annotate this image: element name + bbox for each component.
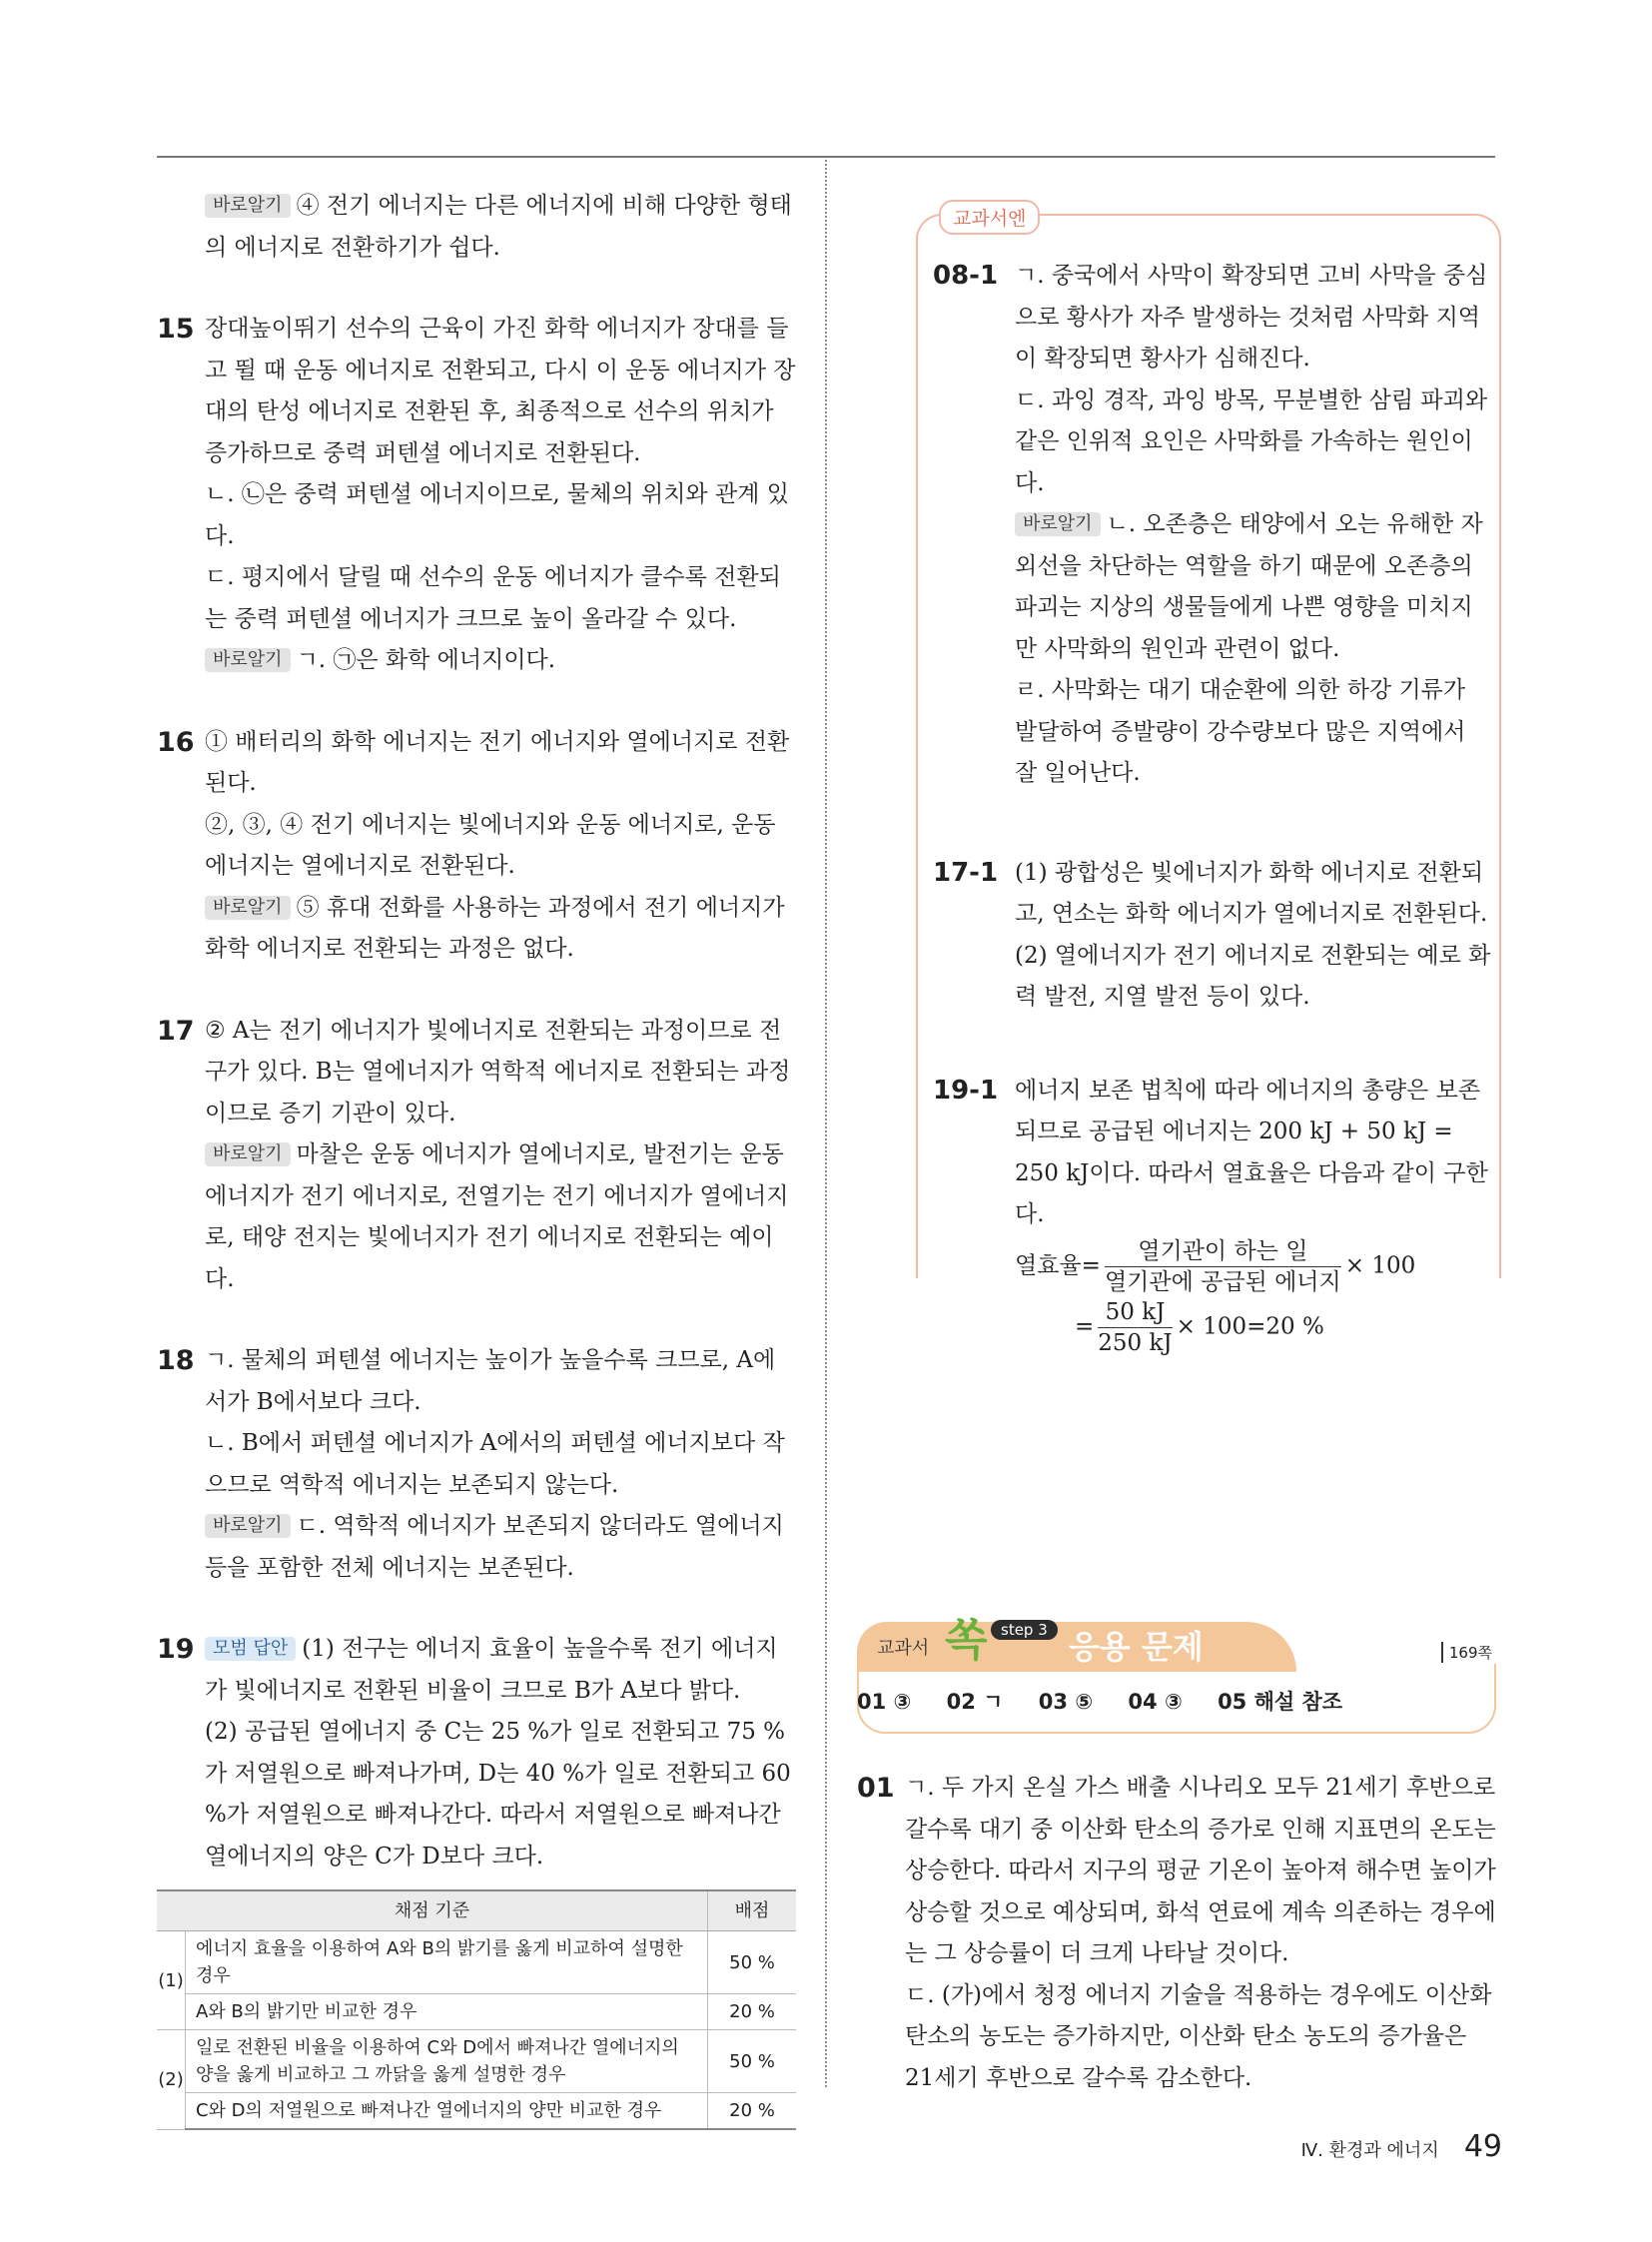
correct-tag: 바로알기 [205,1514,291,1538]
points-header: 배점 [708,1890,797,1931]
correct-tag: 바로알기 [1015,512,1101,536]
question-number: 17-1 [933,857,999,888]
part-cell: (1) [157,1931,186,2030]
correct-tag: 바로알기 [205,1142,291,1166]
criteria-cell: C와 D의 저열원으로 빠져나간 열에너지의 양만 비교한 경우 [186,2093,708,2130]
question-16 [157,722,796,971]
question-number: 19 [157,1634,195,1665]
answer-text: ㄴ. 오존층은 태양에서 오는 유해한 자외선을 차단하는 역할을 하기 때문에 오존층의 파괴는 지상의 생물들에게 나쁜 영향을 미치지만 사막화의 원인과 관련이 없다. [1015,511,1483,662]
answer-key [857,1686,1370,1716]
table-row [157,1994,796,2030]
answer-item: 05 해설 참조 [1218,1690,1343,1714]
points-cell: 20 % [708,1994,797,2030]
question-number: 17 [157,1015,195,1047]
question-17-1 [933,853,1492,1019]
result-denominator: 250 kJ [1098,1329,1173,1356]
answer-text: ㄷ. 평지에서 달릴 때 선수의 운동 에너지가 클수록 전환되는 중력 퍼텐셜 에너지가 크므로 높이 올라갈 수 있다. [205,564,781,632]
formula-eq: = [1075,1313,1095,1339]
question-19 [157,1629,796,1877]
answer-text: ㄱ. 중국에서 사막이 확장되면 고비 사막을 중심으로 황사가 자주 발생하는 것처럼 사막화 지역이 확장되면 황사가 심해진다. [1015,263,1488,372]
answer-text: ㄱ. ㉠은 화학 에너지이다. [296,647,556,673]
question-15 [157,309,796,682]
criteria-header: 채점 기준 [157,1890,708,1931]
question-01-wrap [857,1768,1496,2099]
answer-text: (1) 전구는 에너지 효율이 높을수록 전기 에너지가 빛에너지로 전환된 비율이 크므로 B가 A보다 밝다. [205,1636,778,1704]
question-17 [157,1011,796,1301]
answer-text: ㄷ. 역학적 에너지가 보존되지 않더라도 열에너지 등을 포함한 전체 에너지는 보존된다. [205,1513,784,1581]
formula-label: 열효율= [1015,1252,1101,1278]
answer-text: 마찰은 운동 에너지가 열에너지로, 발전기는 운동 에너지가 전기 에너지로, 전열기는 전기 에너지가 열에너지로, 태양 전지는 빛에너지가 전기 에너지로 전환되는 예이다. [205,1141,789,1292]
page-number: 49 [1463,2129,1502,2164]
textbook-label: 교과서 [877,1638,930,1659]
points-cell: 50 % [708,2030,797,2093]
page-footer [1301,2129,1502,2164]
table-row [157,2093,796,2130]
step-title: 응용 문제 [1069,1628,1204,1666]
correct-tag: 바로알기 [205,896,291,920]
formula-denominator: 열기관에 공급된 에너지 [1104,1268,1341,1295]
part-cell: (2) [157,2030,186,2130]
criteria-cell: 일로 전환된 비율을 이용하여 C와 D에서 빠져나간 열에너지의 양을 옳게 비교하고 그 까닭을 옳게 설명한 경우 [186,2030,708,2093]
scoring-table [157,1889,796,2130]
points-cell: 20 % [708,2093,797,2130]
answer-text: ②, ③, ④ 전기 에너지는 빛에너지와 운동 에너지로, 운동 에너지는 열에너지로 전환된다. [205,811,776,879]
answer-item: 03 ⑤ [1038,1690,1094,1714]
result-fraction [1098,1297,1172,1358]
question-number: 18 [157,1345,195,1376]
question-19-1 [933,1071,1492,1358]
question-number: 01 [857,1773,895,1804]
answer-text: ㄹ. 사막화는 대기 대순환에 의한 하강 기류가 발달하여 증발량이 강수량보다 많은 지역에서 잘 일어난다. [1015,677,1466,786]
intro-text: ④ 전기 에너지는 다른 에너지에 비해 다양한 형태의 에너지로 전환하기가 쉽다. [205,193,792,261]
question-number: 19-1 [933,1075,999,1106]
efficiency-result [1015,1297,1492,1358]
step-pill: step 3 [991,1620,1058,1640]
question-18 [157,1340,796,1589]
question-01 [857,1768,1496,2099]
question-number: 16 [157,726,195,758]
correct-tag: 바로알기 [205,648,291,672]
formula-tail: × 100 [1344,1252,1416,1278]
table-row [157,2030,796,2093]
ssak-logo: 쏙 [945,1615,988,1666]
formula-numerator: 열기관이 하는 일 [1105,1236,1341,1267]
question-number: 15 [157,314,195,345]
section-title: Ⅳ. 환경과 에너지 [1300,2140,1439,2161]
answer-text: ㄷ. 과잉 경작, 과잉 방목, 무분별한 삼림 파괴와 같은 인위적 요인은 사막화를 가속하는 원인이다. [1015,386,1488,496]
intro-block [157,186,796,269]
answer-text: ㄱ. 물체의 퍼텐셜 에너지는 높이가 높을수록 크므로, A에서가 B에서보다 크다. [205,1347,776,1415]
question-number: 08-1 [933,261,999,291]
efficiency-formula [1015,1236,1492,1297]
answer-text: ㄴ. B에서 퍼텐셜 에너지가 A에서의 퍼텐셜 에너지보다 작으므로 역학적 에너지는 보존되지 않는다. [205,1430,785,1498]
model-answer-tag: 모범 답안 [205,1637,296,1661]
points-cell: 50 % [708,1931,797,1994]
criteria-cell: 에너지 효율을 이용하여 A와 B의 밝기를 옳게 비교하여 설명한 경우 [186,1931,708,1994]
answer-text: ㄷ. (가)에서 청정 에너지 기술을 적용하는 경우에도 이산화 탄소의 농도는 증가하지만, 이산화 탄소 농도의 증가율은 21세기 후반으로 갈수록 감소한다. [905,1981,1492,2091]
top-rule [157,156,1495,158]
result-tail: × 100=20 % [1176,1313,1324,1339]
answer-text: ⑤ 휴대 전화를 사용하는 과정에서 전기 에너지가 화학 에너지로 전환되는 과정은 없다. [205,894,785,962]
textbook-badge: 교과서엔 [939,200,1040,235]
table-row [157,1931,796,1994]
answer-text: (2) 공급된 열에너지 중 C는 25 %가 일로 전환되고 75 %가 저열원으로 빠져나가며, D는 40 %가 일로 전환되고 60 %가 저열원으로 빠져나간다. 따라서 저열원으로 빠져나간 열에너지의 양은 C가 D보다 크다. [205,1719,791,1869]
column-divider [825,160,827,2087]
answer-text: ㄴ. ㉡은 중력 퍼텐셜 에너지이므로, 물체의 위치와 관계 있다. [205,481,789,549]
answer-text: ② A는 전기 에너지가 빛에너지로 전환되는 과정이므로 전구가 있다. B는 열에너지가 역학적 에너지로 전환되는 과정이므로 증기 기관이 있다. [205,1017,791,1126]
result-numerator: 50 kJ [1098,1297,1172,1328]
criteria-cell: A와 B의 밝기만 비교한 경우 [186,1994,708,2030]
question-08-1 [933,256,1492,795]
answer-item: 04 ③ [1128,1690,1183,1714]
textbook-content [933,256,1492,1358]
correct-tag: 바로알기 [205,194,291,218]
formula-fraction [1105,1236,1341,1297]
page-reference: 169쪽 [1441,1642,1492,1663]
step3-header [857,1604,1496,1734]
answer-item: 01 ③ [857,1690,912,1714]
left-column [157,186,796,2130]
answer-text: 에너지 보존 법칙에 따라 에너지의 총량은 보존되므로 공급된 에너지는 200 kJ + 50 kJ = 250 kJ이다. 따라서 열효율은 다음과 같이 구한다. [1015,1077,1488,1227]
answer-text: (2) 열에너지가 전기 에너지로 전환되는 예로 화력 발전, 지열 발전 등이 있다. [1015,942,1491,1010]
answer-text: (1) 광합성은 빛에너지가 화학 에너지로 전환되고, 연소는 화학 에너지가 열에너지로 전환된다. [1015,859,1488,927]
answer-text: 장대높이뛰기 선수의 근육이 가진 화학 에너지가 장대를 들고 뛸 때 운동 에너지로 전환되고, 다시 이 운동 에너지가 장대의 탄성 에너지로 전환된 후, 최종적으로 선수의 위치가 증가하므로 중력 퍼텐셜 에너지로 전환된다. [205,316,796,466]
answer-text: ① 배터리의 화학 에너지는 전기 에너지와 열에너지로 전환된다. [205,728,790,796]
answer-text: ㄱ. 두 가지 온실 가스 배출 시나리오 모두 21세기 후반으로 갈수록 대기 중 이산화 탄소의 증가로 인해 지표면의 온도는 상승한다. 따라서 지구의 평균 기온이 높아져 해수면 높이가 상승할 것으로 예상되며, 화석 연료에 계속 의존하는 경우에는 그 상승률이 더 크게 나타날 것이다. [905,1775,1496,1966]
answer-item: 02 ㄱ [946,1690,1004,1714]
